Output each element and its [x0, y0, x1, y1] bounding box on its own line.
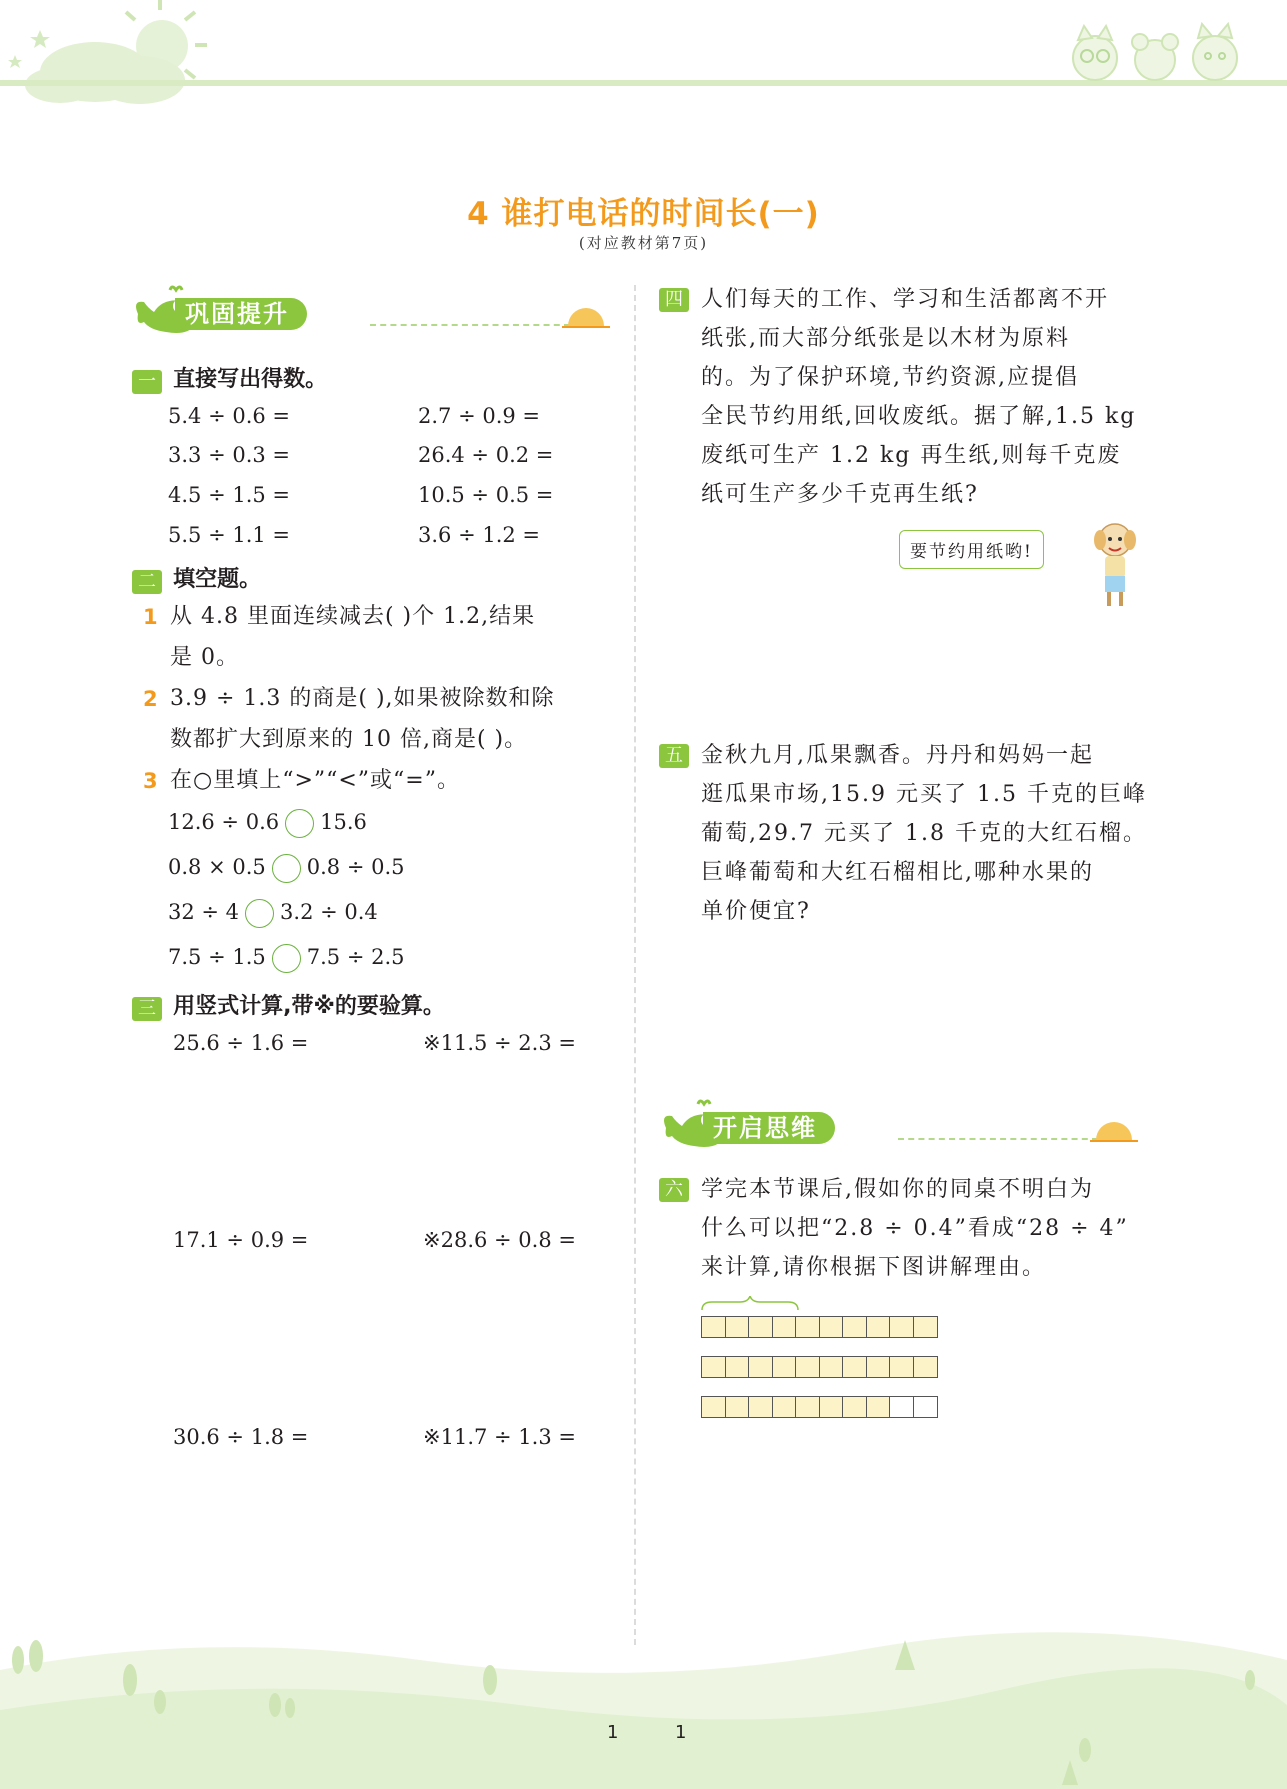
- section-banner-thinking: [658, 1106, 1138, 1148]
- grid-cell-filled: [820, 1357, 844, 1377]
- sub-question-number: 3: [143, 769, 158, 793]
- page-subtitle: (对应教材第7页): [578, 234, 709, 252]
- bottom-landscape-decoration: [0, 1610, 1287, 1789]
- answer-circle[interactable]: [285, 809, 314, 838]
- grid-cell-filled: [796, 1397, 820, 1417]
- grid-bar: [701, 1356, 938, 1378]
- grid-cell-filled: [796, 1317, 820, 1337]
- grid-cell-filled: [773, 1317, 797, 1337]
- grid-cell-filled: [890, 1357, 914, 1377]
- question-3-header: [132, 989, 445, 1021]
- question-badge: 三: [132, 997, 162, 1021]
- compare-row: [168, 899, 378, 928]
- vertical-calc-item: 25.6 ÷ 1.6 =: [173, 1031, 309, 1055]
- grid-cell-filled: [914, 1357, 938, 1377]
- page-title: 4 谁打电话的时间长(一): [467, 196, 820, 232]
- vertical-calc-item: 30.6 ÷ 1.8 =: [173, 1425, 309, 1449]
- compare-row: [168, 809, 367, 838]
- oral-item: 3.3 ÷ 0.3 =: [168, 443, 291, 467]
- grid-cell-filled: [820, 1397, 844, 1417]
- problem-line: 学完本节课后,假如你的同桌不明白为: [701, 1177, 1094, 1202]
- vertical-calc-item: ※28.6 ÷ 0.8 =: [423, 1228, 576, 1252]
- section-title: 开启思维: [703, 1112, 835, 1144]
- oral-item: 3.6 ÷ 1.2 =: [418, 523, 541, 547]
- vertical-calc-item: ※11.7 ÷ 1.3 =: [423, 1425, 576, 1449]
- sub-question-text: 3.9 ÷ 1.3 的商是( ),如果被除数和除: [170, 686, 555, 711]
- oral-item: 10.5 ÷ 0.5 =: [418, 483, 554, 507]
- sub-question-number: 2: [143, 687, 158, 711]
- grid-cell-empty: [890, 1397, 914, 1417]
- grid-cell-filled: [726, 1317, 750, 1337]
- oral-item: 5.4 ÷ 0.6 =: [168, 404, 291, 428]
- question-title: 直接写出得数。: [173, 367, 328, 392]
- grid-cell-filled: [890, 1317, 914, 1337]
- question-title: 用竖式计算,带※的要验算。: [173, 994, 445, 1019]
- grid-cell-filled: [867, 1317, 891, 1337]
- oral-item: 4.5 ÷ 1.5 =: [168, 483, 291, 507]
- question-badge: 五: [659, 744, 689, 768]
- question-badge: 一: [132, 370, 162, 394]
- problem-line: 纸张,而大部分纸张是以木材为原料: [701, 326, 1070, 351]
- top-right-animals-decoration: [1060, 20, 1260, 85]
- sunset-icon: [562, 302, 610, 330]
- problem-line: 金秋九月,瓜果飘香。丹丹和妈妈一起: [701, 743, 1094, 768]
- grid-cell-filled: [726, 1397, 750, 1417]
- grid-cell-filled: [773, 1397, 797, 1417]
- grid-cell-filled: [773, 1357, 797, 1377]
- sub-question-text: 是 0。: [170, 645, 239, 670]
- top-left-cloud-sun-decoration: [0, 0, 210, 110]
- grid-cell-filled: [749, 1357, 773, 1377]
- sub-question-text: 从 4.8 里面连续减去( )个 1.2,结果: [170, 604, 536, 629]
- section-title: 巩固提升: [175, 298, 307, 330]
- problem-line: 纸可生产多少千克再生纸?: [701, 482, 979, 507]
- problem-line: 来计算,请你根据下图讲解理由。: [701, 1255, 1046, 1280]
- answer-circle[interactable]: [272, 944, 301, 973]
- oral-item: 2.7 ÷ 0.9 =: [418, 404, 541, 428]
- page-number-right: 1: [675, 1722, 687, 1743]
- sunset-icon: [1090, 1116, 1138, 1144]
- compare-left: 7.5 ÷ 1.5: [168, 945, 266, 969]
- sub-question-text: 数都扩大到原来的 10 倍,商是( )。: [170, 727, 528, 752]
- problem-line: 废纸可生产 1.2 kg 再生纸,则每千克废: [701, 443, 1122, 468]
- grid-cell-empty: [914, 1397, 938, 1417]
- grid-bar: [701, 1316, 938, 1338]
- oral-item: 26.4 ÷ 0.2 =: [418, 443, 554, 467]
- question-badge: 六: [659, 1178, 689, 1202]
- compare-left: 12.6 ÷ 0.6: [168, 810, 280, 834]
- grid-cell-filled: [726, 1357, 750, 1377]
- question-badge: 二: [132, 570, 162, 594]
- compare-right: 15.6: [320, 810, 367, 834]
- column-divider: [634, 285, 636, 1645]
- sub-question-text: 在○里填上“>”“<”或“=”。: [170, 768, 460, 793]
- page-number-left: 1: [607, 1722, 619, 1743]
- section-banner-consolidate: [130, 292, 610, 334]
- question-title: 填空题。: [173, 567, 262, 592]
- problem-line: 人们每天的工作、学习和生活都离不开: [701, 287, 1110, 312]
- answer-circle[interactable]: [245, 899, 274, 928]
- section-dash-line: [898, 1138, 1098, 1140]
- grid-cell-filled: [702, 1397, 726, 1417]
- problem-line: 葡萄,29.7 元买了 1.8 千克的大红石榴。: [701, 821, 1147, 846]
- compare-row: [168, 944, 405, 973]
- question-badge: 四: [659, 288, 689, 312]
- section-dash-line: [370, 324, 570, 326]
- grid-cell-filled: [820, 1317, 844, 1337]
- compare-right: 3.2 ÷ 0.4: [280, 900, 378, 924]
- compare-right: 7.5 ÷ 2.5: [306, 945, 405, 969]
- compare-right: 0.8 ÷ 0.5: [306, 855, 405, 879]
- problem-line: 巨峰葡萄和大红石榴相比,哪种水果的: [701, 860, 1094, 885]
- decimal-grid-diagram: [701, 1316, 938, 1436]
- sub-question-number: 1: [143, 605, 158, 629]
- grid-bar: [701, 1396, 938, 1418]
- grid-cell-filled: [843, 1317, 867, 1337]
- problem-line: 单价便宜?: [701, 899, 811, 924]
- grid-cell-filled: [749, 1317, 773, 1337]
- grid-cell-filled: [702, 1317, 726, 1337]
- grid-cell-filled: [914, 1317, 938, 1337]
- oral-item: 5.5 ÷ 1.1 =: [168, 523, 291, 547]
- vertical-calc-item: 17.1 ÷ 0.9 =: [173, 1228, 309, 1252]
- grid-cell-filled: [796, 1357, 820, 1377]
- grid-cell-filled: [749, 1397, 773, 1417]
- brace-icon: [700, 1296, 800, 1312]
- grid-cell-filled: [843, 1397, 867, 1417]
- compare-row: [168, 854, 405, 883]
- puppy-character-icon: [1085, 520, 1145, 610]
- answer-circle[interactable]: [272, 854, 301, 883]
- problem-line: 全民节约用纸,回收废纸。据了解,1.5 kg: [701, 404, 1137, 429]
- question-1-header: [132, 362, 327, 394]
- grid-cell-filled: [702, 1357, 726, 1377]
- compare-left: 32 ÷ 4: [168, 900, 240, 924]
- problem-line: 逛瓜果市场,15.9 元买了 1.5 千克的巨峰: [701, 782, 1147, 807]
- vertical-calc-item: ※11.5 ÷ 2.3 =: [423, 1031, 576, 1055]
- problem-line: 的。为了保护环境,节约资源,应提倡: [701, 365, 1079, 390]
- grid-cell-filled: [867, 1397, 891, 1417]
- grid-cell-filled: [867, 1357, 891, 1377]
- compare-left: 0.8 × 0.5: [168, 855, 266, 879]
- speech-bubble: 要节约用纸哟!: [899, 530, 1044, 569]
- grid-cell-filled: [843, 1357, 867, 1377]
- question-2-header: [132, 562, 261, 594]
- problem-line: 什么可以把“2.8 ÷ 0.4”看成“28 ÷ 4”: [701, 1216, 1129, 1241]
